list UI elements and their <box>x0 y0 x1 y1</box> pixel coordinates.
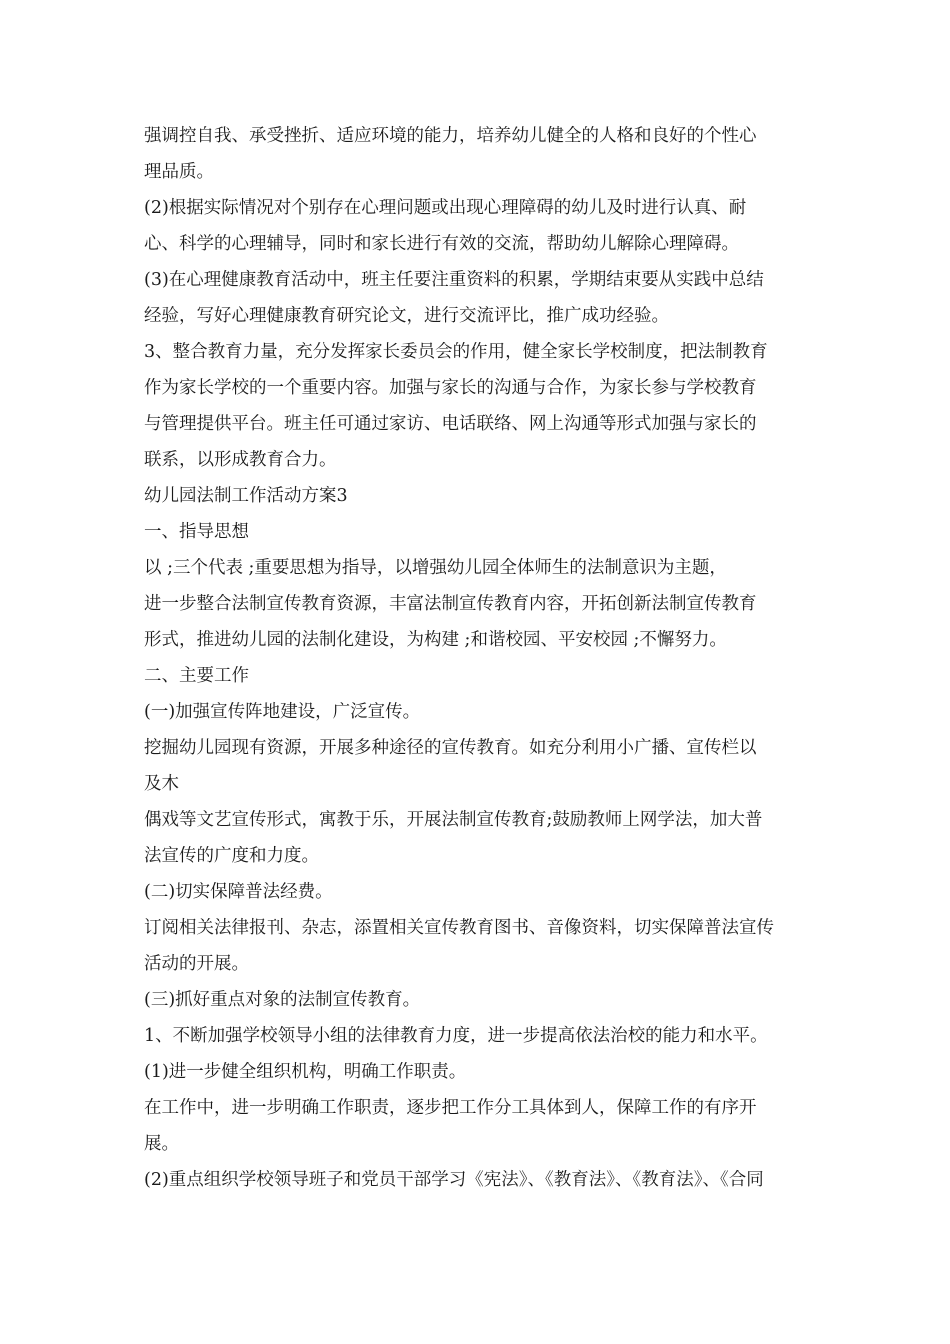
sub-heading: (三)抓好重点对象的法制宣传教育。 <box>144 990 421 1010</box>
section-heading: 一、指导思想 <box>144 522 249 542</box>
text-line: 在工作中，进一步明确工作职责，逐步把工作分工具体到人，保障工作的有序开 <box>144 1098 757 1118</box>
text-line: (2)根据实际情况对个别存在心理问题或出现心理障碍的幼儿及时进行认真、耐 <box>144 198 747 218</box>
text-line: (2)重点组织学校领导班子和党员干部学习《宪法》、《教育法》、《教育法》、《合同 <box>144 1170 764 1190</box>
section-heading: 二、主要工作 <box>144 666 249 686</box>
text-line: 及木 <box>144 774 179 794</box>
text-line: 进一步整合法制宣传教育资源，丰富法制宣传教育内容，开拓创新法制宣传教育 <box>144 594 757 614</box>
text-line: 法宣传的广度和力度。 <box>144 846 319 866</box>
sub-heading: (一)加强宣传阵地建设，广泛宣传。 <box>144 702 421 722</box>
text-line: 活动的开展。 <box>144 954 249 974</box>
text-line: 联系，以形成教育合力。 <box>144 450 337 470</box>
text-line: 理品质。 <box>144 162 214 182</box>
sub-heading: (二)切实保障普法经费。 <box>144 882 333 902</box>
document-body <box>144 118 812 1198</box>
section-heading: 幼儿园法制工作活动方案3 <box>144 486 348 506</box>
text-line: (3)在心理健康教育活动中，班主任要注重资料的积累，学期结束要从实践中总结 <box>144 270 764 290</box>
text-line: 偶戏等文艺宣传形式，寓教于乐，开展法制宣传教育;鼓励教师上网学法，加大普 <box>144 810 763 830</box>
text-line: (1)进一步健全组织机构，明确工作职责。 <box>144 1062 467 1082</box>
text-line: 作为家长学校的一个重要内容。加强与家长的沟通与合作，为家长参与学校教育 <box>144 378 757 398</box>
text-line: 3、整合教育力量，充分发挥家长委员会的作用，健全家长学校制度，把法制教育 <box>144 342 768 362</box>
text-line: 1、不断加强学校领导小组的法律教育力度，进一步提高依法治校的能力和水平。 <box>144 1026 768 1046</box>
text-line: 展。 <box>144 1134 179 1154</box>
text-line: 订阅相关法律报刊、杂志，添置相关宣传教育图书、音像资料，切实保障普法宣传 <box>144 918 774 938</box>
text-line: 挖掘幼儿园现有资源，开展多种途径的宣传教育。如充分利用小广播、宣传栏以 <box>144 738 757 758</box>
text-line: 强调控自我、承受挫折、适应环境的能力，培养幼儿健全的人格和良好的个性心 <box>144 126 757 146</box>
text-line: 心、科学的心理辅导，同时和家长进行有效的交流，帮助幼儿解除心理障碍。 <box>144 234 739 254</box>
text-line: 经验，写好心理健康教育研究论文，进行交流评比，推广成功经验。 <box>144 306 669 326</box>
text-line: 形式，推进幼儿园的法制化建设，为构建 ;和谐校园、平安校园 ;不懈努力。 <box>144 630 727 650</box>
text-line: 与管理提供平台。班主任可通过家访、电话联络、网上沟通等形式加强与家长的 <box>144 414 757 434</box>
text-line: 以 ;三个代表 ;重要思想为指导，以增强幼儿园全体师生的法制意识为主题， <box>144 558 727 578</box>
